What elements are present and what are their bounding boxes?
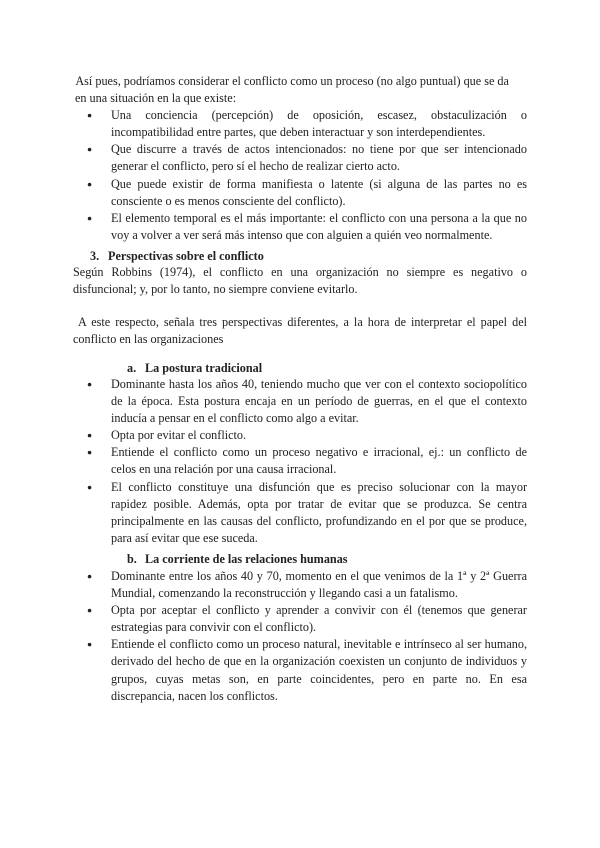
intro-section: [73, 73, 527, 244]
list-item: ● Que puede existir de forma manifiesta o latente (si alguna de las partes no es consciente o es menos consciente del conflicto).: [73, 176, 527, 210]
section-3-paragraph-2: [73, 314, 531, 348]
list-item: ● Dominante entre los años 40 y 70, momento en el que venimos de la 1ª y 2ª Guerra Mundial, comenzando la reconstrucción y llegando casi a un fatalismo.: [73, 568, 527, 602]
list-item: ● Que discurre a través de actos intencionados: no tiene por que ser intencionado generar el conflicto, pero sí el hecho de realizar cierto acto.: [73, 141, 527, 175]
intro-line-2: en una situación en la que existe:: [75, 91, 237, 106]
list-item: ● Entiende el conflicto como un proceso negativo e irracional, ej.: un conflicto de celos en una relación por una causa irracional.: [73, 444, 527, 478]
list-item: ● Entiende el conflicto como un proceso natural, inevitable e intrínseco al ser humano, derivado del hecho de que en la organización coexisten un conjunto de individuos y grupos, cuyas metas son, en parte coincidentes, pero en parte no. En esa discrepancia, nacen los conflictos.: [73, 636, 527, 704]
section-number: 3.: [90, 249, 100, 263]
subsection-b-heading: [73, 551, 527, 568]
list-item: ● El elemento temporal es el más importante: el conflicto con una persona a la que no voy a volver a ver será más intenso que con alguien a quién veo normalmente.: [73, 210, 527, 244]
intro-line-1: Así pues, podríamos considerar el conflicto como un proceso (no algo puntual) que se da: [73, 74, 509, 88]
list-item: ● Una conciencia (percepción) de oposición, escasez, obstaculización o incompatibilidad entre partes, que deben interactuar y son interdependientes.: [73, 107, 527, 141]
subsection-label: a.: [127, 361, 137, 375]
section-title: Perspectivas sobre el conflicto: [108, 249, 264, 263]
subsection-title: La postura tradicional: [145, 361, 263, 375]
list-item: ● El conflicto constituye una disfunción que es preciso solucionar con la mayor rapidez posible. Además, opta por tratar de evitar que se produzca. Se centra principalmente en las causas del conflicto, profundizando en el por que se produce, para así evitar que ese suceda.: [73, 479, 527, 547]
section-3-paragraph-1: [73, 264, 527, 298]
subsection-label: b.: [127, 552, 137, 566]
intro-bullet-list: [73, 107, 527, 244]
section-3-heading: [73, 248, 527, 265]
subsection-title: La corriente de las relaciones humanas: [145, 552, 348, 566]
subsection-a-list: [73, 376, 527, 547]
paragraph: Según Robbins (1974), el conflicto en una organización no siempre es negativo o disfuncional; y, por lo tanto, no siempre conviene evitarlo.: [73, 265, 527, 297]
list-item: ● Opta por evitar el conflicto.: [73, 427, 527, 444]
list-item: ● Dominante hasta los años 40, teniendo mucho que ver con el contexto sociopolítico de la época. Esta postura encaja en un período de guerras, en el que el contexto inducía a pensar en el conflicto como algo a evitar.: [73, 376, 527, 427]
subsection-b-list: [73, 568, 527, 705]
paragraph: A este respecto, señala tres perspectivas diferentes, a la hora de interpretar el papel del conflicto en las organizaciones: [73, 315, 531, 347]
subsection-a-heading: [73, 360, 527, 377]
list-item: ● Opta por aceptar el conflicto y aprender a convivir con él (tenemos que generar estrategias para convivir con el conflicto).: [73, 602, 527, 636]
